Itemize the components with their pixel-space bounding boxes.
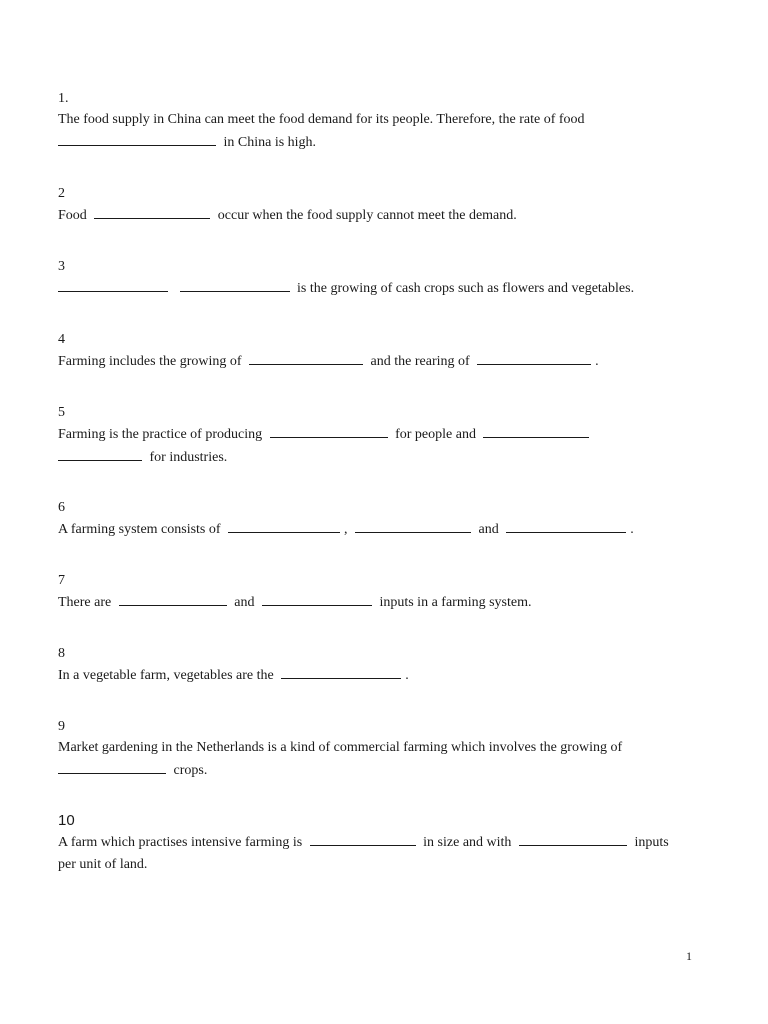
- answer-blank[interactable]: [310, 831, 416, 846]
- answer-blank[interactable]: [58, 277, 168, 292]
- question-3: [58, 257, 708, 300]
- question-text: [58, 350, 708, 373]
- question-text-part: A farm which practises intensive farming is: [58, 835, 303, 850]
- question-text: [58, 664, 708, 687]
- question-number: 3: [58, 259, 65, 274]
- question-text: [58, 131, 708, 154]
- answer-blank[interactable]: [506, 518, 626, 533]
- question-text-part: .: [630, 522, 634, 537]
- question-6: [58, 498, 708, 541]
- answer-blank[interactable]: [281, 664, 401, 679]
- question-10: [58, 811, 708, 876]
- question-text-part: and: [478, 522, 499, 537]
- page-number: 1: [686, 949, 692, 963]
- question-text-part: crops.: [173, 763, 208, 778]
- question-text-part: There are: [58, 595, 112, 610]
- question-text-part: In a vegetable farm, vegetables are the: [58, 668, 274, 683]
- question-text-part: in China is high.: [223, 135, 317, 150]
- question-text-part: Food: [58, 208, 87, 223]
- question-text: [58, 277, 708, 300]
- answer-blank[interactable]: [228, 518, 340, 533]
- question-text-part: inputs in a farming system.: [379, 595, 532, 610]
- question-5: [58, 403, 708, 469]
- question-text: [58, 518, 708, 541]
- question-text-part: A farming system consists of: [58, 522, 221, 537]
- answer-blank[interactable]: [262, 591, 372, 606]
- question-text: [58, 591, 708, 614]
- question-text-part: in size and with: [423, 835, 512, 850]
- question-number: 4: [58, 332, 65, 347]
- answer-blank[interactable]: [477, 350, 591, 365]
- question-text-part: Farming is the practice of producing: [58, 427, 263, 442]
- question-text-part: .: [595, 354, 599, 369]
- answer-blank[interactable]: [483, 423, 589, 438]
- question-text-part: .: [405, 668, 409, 683]
- question-7: [58, 571, 708, 614]
- question-text-part: for industries.: [149, 450, 228, 465]
- question-text: [58, 854, 708, 876]
- answer-blank[interactable]: [249, 350, 363, 365]
- answer-blank[interactable]: [519, 831, 627, 846]
- answer-blank[interactable]: [355, 518, 471, 533]
- question-text-part: ,: [344, 522, 348, 537]
- question-text: [58, 109, 708, 131]
- question-text-part: is the growing of cash crops such as flowers and vegetables.: [297, 281, 635, 296]
- question-text: [58, 423, 708, 446]
- question-1: [58, 89, 708, 154]
- answer-blank[interactable]: [94, 204, 210, 219]
- question-number: 9: [58, 719, 65, 734]
- question-text: [58, 759, 708, 782]
- question-text-part: The food supply in China can meet the food demand for its people. Therefore, the rate of food: [58, 112, 585, 127]
- question-text-part: and: [234, 595, 255, 610]
- question-4: [58, 330, 708, 373]
- question-text-part: per unit of land.: [58, 857, 148, 872]
- question-number: 2: [58, 186, 65, 201]
- answer-blank[interactable]: [270, 423, 388, 438]
- question-text: [58, 737, 708, 759]
- answer-blank[interactable]: [180, 277, 290, 292]
- question-text-part: Market gardening in the Netherlands is a kind of commercial farming which involves the growing of: [58, 740, 623, 755]
- question-number: 1.: [58, 91, 69, 106]
- question-number: 5: [58, 405, 65, 420]
- question-8: [58, 644, 708, 687]
- answer-blank[interactable]: [58, 131, 216, 146]
- question-text: [58, 204, 708, 227]
- question-number: 8: [58, 646, 65, 661]
- question-2: [58, 184, 708, 227]
- question-text-part: for people and: [395, 427, 476, 442]
- question-number: 6: [58, 500, 65, 515]
- question-9: [58, 717, 708, 782]
- answer-blank[interactable]: [119, 591, 227, 606]
- answer-blank[interactable]: [58, 759, 166, 774]
- question-text-part: Farming includes the growing of: [58, 354, 242, 369]
- question-number: 7: [58, 573, 65, 588]
- question-text: [58, 446, 708, 469]
- question-text: [58, 831, 708, 854]
- question-text-part: and the rearing of: [370, 354, 470, 369]
- question-text-part: inputs: [634, 835, 669, 850]
- answer-blank[interactable]: [58, 446, 142, 461]
- question-text-part: occur when the food supply cannot meet the demand.: [217, 208, 517, 223]
- question-number: 10: [58, 812, 75, 829]
